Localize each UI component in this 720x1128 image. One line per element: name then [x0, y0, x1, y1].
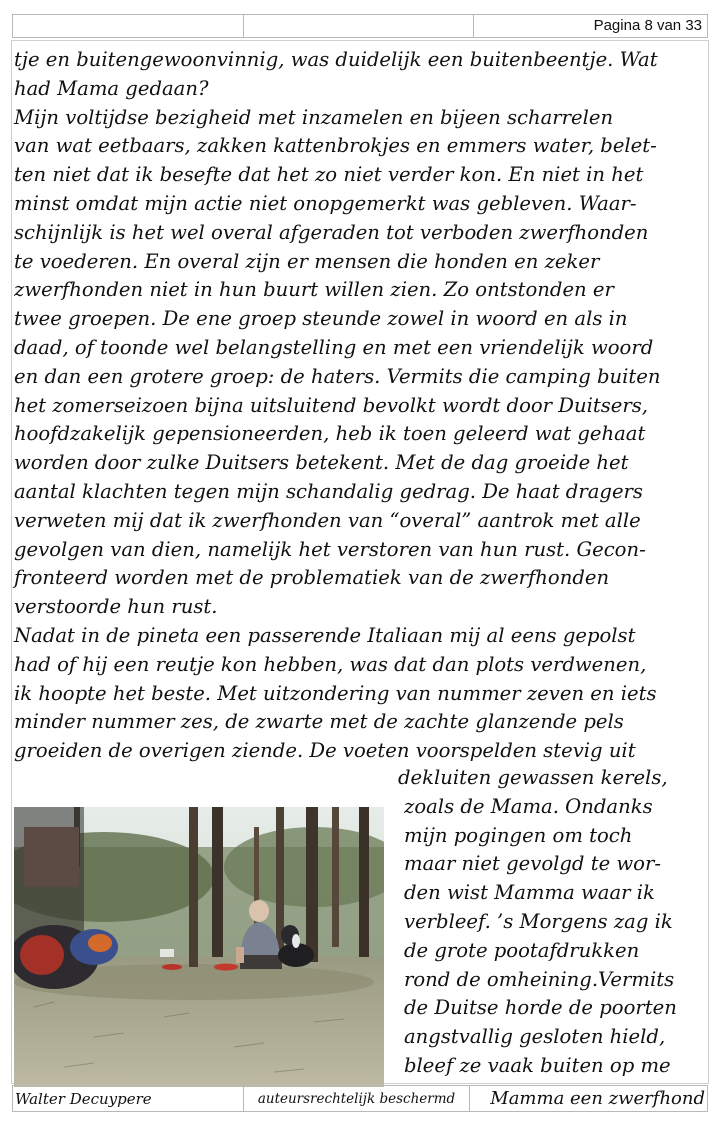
text-line: aantal klachten tegen mijn schandalig gedrag. De haat dragers — [14, 479, 643, 503]
text-line: had Mama gedaan? — [14, 76, 209, 100]
text-line: de grote pootafdrukken — [404, 938, 640, 962]
header-cell-middle — [244, 15, 474, 37]
text-line: schijnlijk is het wel overal afgeraden tot verboden zwerfhonden — [14, 220, 649, 244]
text-line: daad, of toonde wel belangstelling en met een vriendelijk woord — [14, 335, 654, 359]
text-line: bleef ze vaak buiten op me — [404, 1053, 671, 1077]
text-line: minder nummer zes, de zwarte met de zachte glanzende pels — [14, 710, 624, 734]
text-line: fronteerd worden met de problematiek van de zwerfhonden — [14, 566, 610, 590]
text-line: gevolgen van dien, namelijk het verstoren van hun rust. Gecon- — [14, 537, 646, 561]
text-line: angstvallig gesloten hield, — [404, 1025, 666, 1049]
text-line: dekluiten gewassen kerels, — [398, 766, 668, 789]
text-line: minst omdat mijn actie niet onopgemerkt was gebleven. Waar- — [14, 191, 637, 215]
text-line: rond de omheining.Vermits — [404, 967, 675, 991]
text-line: tje en buitengewoonvinnig, was duidelijk een buitenbeentje. Wat — [14, 48, 658, 71]
text-line: en dan een grotere groep: de haters. Vermits die camping buiten — [14, 364, 661, 388]
text-line: groeiden de overigen ziende. De voeten voorspelden stevig uit — [14, 739, 636, 763]
footer-copyright: auteursrechtelijk beschermd — [244, 1086, 470, 1111]
text-line: maar niet gevolgd te wor- — [404, 852, 661, 876]
side-column-text — [398, 764, 708, 1081]
text-line: de Duitse horde de poorten — [404, 996, 677, 1020]
footer-book-title: Mamma een zwerfhond — [470, 1086, 708, 1111]
text-line: ten niet dat ik besefte dat het zo niet verder kon. En niet in het — [14, 163, 644, 187]
text-line: worden door zulke Duitsers betekent. Met de dag groeide het — [14, 451, 629, 475]
page-footer — [12, 1085, 708, 1112]
text-line: Mijn voltijdse bezigheid met inzamelen en bijeen scharrelen — [14, 105, 614, 129]
text-line: mijn pogingen om toch — [404, 823, 633, 847]
text-line: te voederen. En overal zijn er mensen die honden en zeker — [14, 249, 600, 273]
text-line: van wat eetbaars, zakken kattenbrokjes en emmers water, belet- — [14, 134, 657, 158]
text-line: had of hij een reutje kon hebben, was dat dan plots verdwenen, — [14, 652, 647, 676]
page-header — [12, 14, 708, 38]
text-line: het zomerseizoen bijna uitsluitend bevolkt wordt door Duitsers, — [14, 393, 649, 417]
footer-author: Walter Decuypere — [12, 1086, 244, 1111]
text-line: den wist Mamma waar ik — [404, 881, 655, 905]
text-line: zwerfhonden niet in hun buurt willen zien. Zo ontstonden er — [14, 278, 614, 302]
text-line: verbleef. ’s Morgens zag ik — [404, 909, 673, 933]
page-number: Pagina 8 van 33 — [593, 17, 702, 34]
text-line: hoofdzakelijk gepensioneerden, heb ik toen geleerd wat gehaat — [14, 422, 646, 446]
body-text — [14, 46, 704, 766]
text-line: Nadat in de pineta een passerende Italiaan mij al eens gepolst — [14, 623, 636, 647]
text-line: verstoorde hun rust. — [14, 595, 218, 619]
campsite-photo — [14, 807, 384, 1087]
text-line: verweten mij dat ik zwerfhonden van “overal” aantrok met alle — [14, 508, 641, 532]
text-line: twee groepen. De ene groep steunde zowel in woord en als in — [14, 307, 628, 331]
header-cell-left — [13, 15, 244, 37]
text-line: ik hoopte het beste. Met uitzondering van nummer zeven en iets — [14, 681, 657, 705]
text-line: zoals de Mama. Ondanks — [404, 794, 653, 818]
